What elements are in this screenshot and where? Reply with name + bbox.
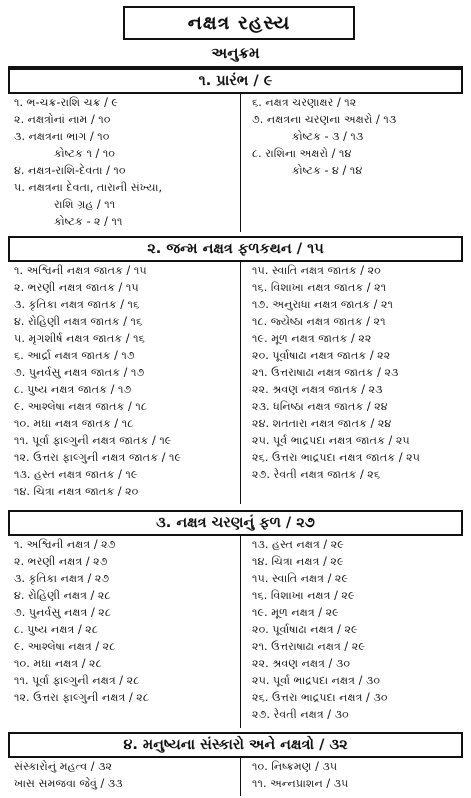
- toc-entry: ૧૯. મૂળ નક્ષત્ર જાતક / ૨૨: [252, 332, 372, 345]
- toc-entry: ૨. નક્ષત્રોનાં નામ / ૧૦: [14, 113, 111, 126]
- toc-entry: ૧૦. મઘા નક્ષત્ર જાતક / ૧૮: [14, 417, 134, 430]
- section-4-left-column: [14, 758, 123, 792]
- toc-entry: ૧. અશ્વિની નક્ષત્ર જાતક / ૧૫: [14, 264, 147, 277]
- toc-entry: ૭. નક્ષત્રના ચરણના અક્ષરો / ૧૩: [252, 113, 397, 126]
- toc-entry: ૨. ભરણી નક્ષત્ર / ૨૭: [14, 555, 108, 568]
- toc-entry: ૬. નક્ષત્ર ચરણાક્ષર / ૧૨: [252, 96, 357, 109]
- toc-entry: ૧. ભ-ચક્ર-રાશિ ચક્ર / ૯: [14, 96, 119, 109]
- toc-entry: ૧૭. અનુરાધા નક્ષત્ર જાતક / ૨૧: [252, 298, 394, 311]
- toc-entry: ૧૬. વિશાખા નક્ષત્ર / ૨૯: [252, 589, 355, 602]
- toc-entry: ૧૨. ઉત્તરા ફાલ્ગુની નક્ષત્ર / ૨૮: [14, 691, 149, 704]
- toc-entry: ૧૨. ઉત્તરા ફાલ્ગુની નક્ષત્ર જાતક / ૧૯: [14, 451, 182, 464]
- section-3-right-column: [252, 536, 388, 723]
- toc-entry: ૨૭. રેવતી નક્ષત્ર જાતક / ૨૬: [252, 468, 381, 481]
- toc-entry: ૨. ભરણી નક્ષત્ર જાતક / ૧૫: [14, 281, 139, 294]
- toc-entry: ૯. આશ્લેષા નક્ષત્ર / ૨૮: [14, 640, 116, 653]
- toc-entry: ૨૬. ઉત્તરા ભાદ્રપદા નક્ષત્ર જાતક / ૨૫: [252, 451, 420, 464]
- toc-entry: ૧૧. અન્નપ્રાશન / ૩૫: [252, 777, 349, 790]
- toc-entry: ૫. નક્ષત્રના દેવતા, તારાની સંખ્યા,: [14, 181, 163, 194]
- toc-entry: ૧૩. હસ્ત નક્ષત્ર / ૨૯: [252, 538, 344, 551]
- toc-entry: ૧૦. નિષ્ક્રમણ / ૩૫: [252, 760, 338, 773]
- toc-entry: ૨૫. પૂર્વા ભાદ્રપદા નક્ષત્ર / ૩૦: [252, 674, 381, 687]
- toc-entry: રાશિ ગ્રહ / ૧૧: [54, 198, 116, 211]
- toc-entry: ૪. રોહિણી નક્ષત્ર જાતક / ૧૬: [14, 315, 143, 328]
- column-divider: [240, 262, 241, 504]
- toc-entry: કોષ્ટક - ૪ / ૧૪: [292, 164, 363, 177]
- column-divider: [240, 758, 241, 796]
- section-heading-1: ૧. પ્રારંભ / ૯: [8, 68, 463, 94]
- toc-entry: ૮. પુષ્ય નક્ષત્ર / ૨૮: [14, 623, 98, 636]
- toc-entry: ૨૦. પૂર્વાષાઢા નક્ષત્ર જાતક / ૨૨: [252, 349, 391, 362]
- toc-entry: ૪. નક્ષત્ર-રાશિ-દેવતા / ૧૦: [14, 164, 126, 177]
- section-4-right-column: [252, 758, 348, 792]
- toc-entry: ૪. રોહિણી નક્ષત્ર / ૨૮: [14, 589, 111, 602]
- section-heading-3: ૩. નક્ષત્ર ચરણનું ફળ / ૨૭: [8, 510, 463, 536]
- toc-entry: ખાસ સમજવા જેવું / ૩૩: [14, 777, 123, 790]
- toc-entry: ૨૬. ઉત્તરા ભાદ્રપદા નક્ષત્ર / ૩૦: [252, 691, 388, 704]
- section-1-right-column: [252, 94, 396, 179]
- toc-entry: ૧૩. હસ્ત નક્ષત્ર જાતક / ૧૯: [14, 468, 138, 481]
- toc-entry: ૨૪. શતતારા નક્ષત્ર જાતક / ૨૪: [252, 417, 392, 430]
- section-heading-2: ૨. જન્મ નક્ષત્ર ફળકથન / ૧૫: [8, 236, 463, 262]
- toc-entry: ૧. અશ્વિની નક્ષત્ર / ૨૭: [14, 538, 116, 551]
- toc-entry: ૫. મૃગશીર્ષ નક્ષત્ર જાતક / ૧૬: [14, 332, 145, 345]
- toc-entry: કોષ્ટક ૧ / ૧૦: [54, 147, 116, 160]
- toc-entry: ૧૪. ચિત્રા નક્ષત્ર / ૨૯: [252, 555, 344, 568]
- toc-entry: ૧૫. સ્વાતિ નક્ષત્ર / ૨૯: [252, 572, 349, 585]
- toc-entry: ૯. આશ્લેષા નક્ષત્ર જાતક / ૧૮: [14, 400, 147, 413]
- section-1-left-column: [14, 94, 162, 230]
- toc-entry: કોષ્ટક - ૩ / ૧૩: [292, 130, 364, 143]
- toc-entry: ૨૫. પૂર્વ ભાદ્રપદા નક્ષત્ર જાતક / ૨૫: [252, 434, 410, 447]
- toc-entry: ૨૧. ઉત્તરાષાઢા નક્ષત્ર / ૨૯: [252, 640, 365, 653]
- toc-entry: ૨૨. શ્રવણ નક્ષત્ર જાતક / ૨૩: [252, 383, 383, 396]
- toc-entry: ૨૩. ધનિષ્ઠા નક્ષત્ર જાતક / ૨૪: [252, 400, 388, 413]
- toc-entry: ૨૨. શ્રવણ નક્ષત્ર / ૩૦: [252, 657, 351, 670]
- toc-entry: ૧૧. પૂર્વા ફાલ્ગુની નક્ષત્ર જાતક / ૧૯: [14, 434, 172, 447]
- toc-entry: ૮. રાશિના અક્ષરો / ૧૪: [252, 147, 352, 160]
- toc-entry: ૮. પુષ્ય નક્ષત્ર જાતક / ૧૭: [14, 383, 132, 396]
- toc-entry: ૧૬. વિશાખા નક્ષત્ર જાતક / ૨૧: [252, 281, 387, 294]
- toc-entry: ૧૮. જ્યેષ્ઠા નક્ષત્ર જાતક / ૨૧: [252, 315, 386, 328]
- toc-entry: ૨૧. ઉત્તરાષાઢા નક્ષત્ર જાતક / ૨૩: [252, 366, 399, 379]
- toc-entry: ૧૪. ચિત્રા નક્ષત્ર જાતક / ૨૦: [14, 485, 139, 498]
- toc-entry: ૧૫. સ્વાતિ નક્ષત્ર જાતક / ૨૦: [252, 264, 381, 277]
- toc-entry: ૩. કૃતિકા નક્ષત્ર જાતક / ૧૬: [14, 298, 140, 311]
- section-2-right-column: [252, 262, 420, 483]
- toc-entry: ૧૯. મૂળ નક્ષત્ર / ૨૯: [252, 606, 339, 619]
- page-title: નક્ષત્ર રહસ્ય: [123, 6, 355, 40]
- page-subtitle: અનુક્રમ: [211, 44, 260, 62]
- column-divider: [240, 536, 241, 728]
- toc-entry: સંસ્કારોનું મહત્વ / ૩૨: [14, 760, 113, 773]
- column-divider: [240, 94, 241, 232]
- toc-entry: ૬. આર્દ્રા નક્ષત્ર જાતક / ૧૭: [14, 349, 135, 362]
- toc-entry: કોષ્ટક - ૨ / ૧૧: [54, 215, 123, 228]
- section-heading-4: ૪. મનુષ્યના સંસ્કારો અને નક્ષત્રો / ૩૨: [8, 732, 463, 758]
- toc-entry: ૨૭. રેવતી નક્ષત્ર / ૩૦: [252, 708, 349, 721]
- toc-entry: ૧૧. પૂર્વા ફાલ્ગુની નક્ષત્ર / ૨૮: [14, 674, 140, 687]
- section-3-left-column: [14, 536, 149, 706]
- toc-entry: ૭. પુનર્વસુ નક્ષત્ર / ૨૮: [14, 606, 112, 619]
- toc-entry: ૭. પુનર્વસુ નક્ષત્ર જાતક / ૧૭: [14, 366, 145, 379]
- section-2-left-column: [14, 262, 181, 500]
- toc-entry: ૩. નક્ષત્રના ભાગ / ૧૦: [14, 130, 110, 143]
- toc-entry: ૩. કૃતિકા નક્ષત્ર / ૨૭: [14, 572, 110, 585]
- toc-entry: ૨૦. પૂર્વાષાઢા નક્ષત્ર / ૨૯: [252, 623, 358, 636]
- toc-entry: ૧૦. મઘા નક્ષત્ર / ૨૮: [14, 657, 102, 670]
